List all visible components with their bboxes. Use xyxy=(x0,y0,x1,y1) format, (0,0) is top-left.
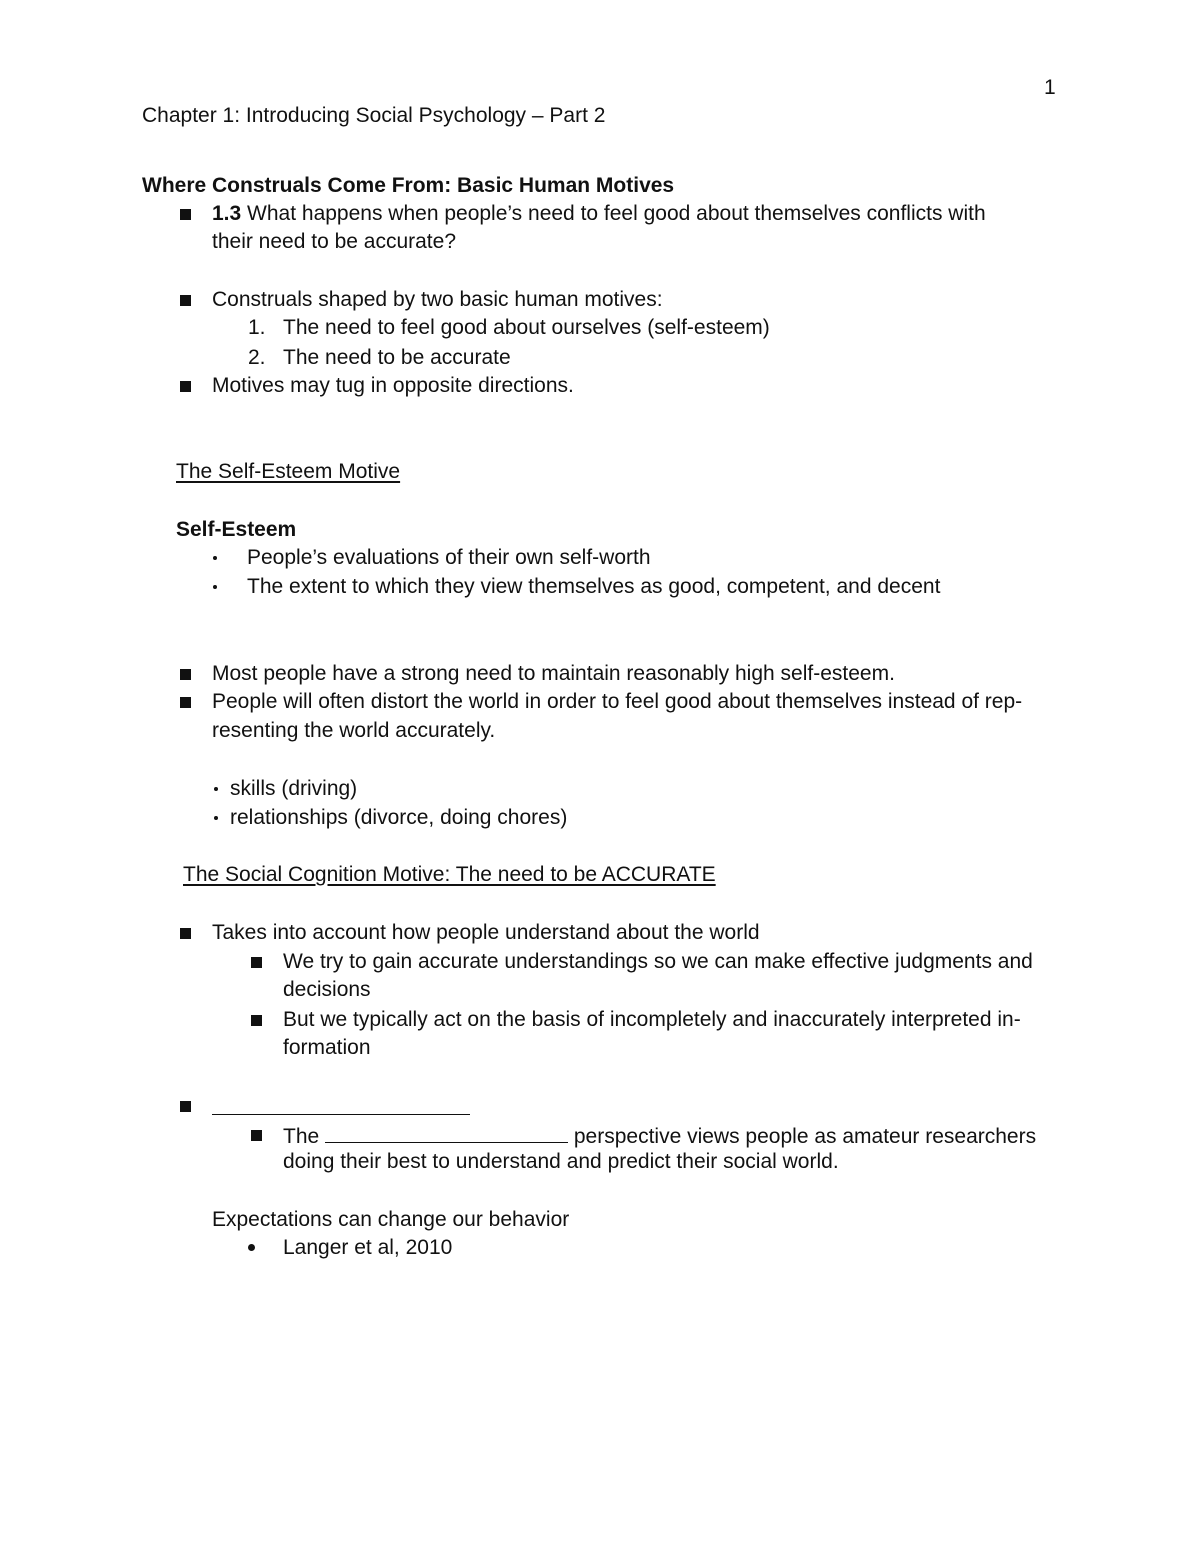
square-bullet-icon xyxy=(251,1015,262,1026)
sub-point-2-cont: formation xyxy=(283,1036,371,1059)
definition-2: The extent to which they view themselves as good, competent, and decent xyxy=(247,575,941,598)
square-bullet-icon xyxy=(251,1130,262,1141)
square-bullet-icon xyxy=(180,381,191,392)
question-number: 1.3 xyxy=(212,202,242,225)
bullet-dot-icon xyxy=(214,787,218,791)
citation: Langer et al, 2010 xyxy=(283,1236,453,1259)
definition-1: People’s evaluations of their own self-worth xyxy=(247,546,651,569)
fill-in-lead: The xyxy=(283,1125,326,1148)
square-bullet-icon xyxy=(180,928,191,939)
example-2: relationships (divorce, doing chores) xyxy=(230,806,568,829)
term-self-esteem: Self-Esteem xyxy=(176,518,297,541)
self-esteem-point-2: People will often distort the world in order to feel good about themselves instead of rep- xyxy=(212,690,1023,713)
construals-point: Construals shaped by two basic human motives: xyxy=(212,288,663,311)
fill-in-blank xyxy=(212,1090,470,1115)
fill-in-trail: perspective views people as amateur researchers xyxy=(568,1125,1037,1148)
fill-in-sentence xyxy=(283,1120,1036,1151)
section-heading-motives: Where Construals Come From: Basic Human Motives xyxy=(142,174,675,197)
square-bullet-icon xyxy=(180,697,191,708)
square-bullet-icon xyxy=(180,209,191,220)
section-heading-self-esteem: The Self-Esteem Motive xyxy=(176,460,401,483)
section-heading-social-cognition: The Social Cognition Motive: The need to be ACCURATE xyxy=(183,863,716,886)
social-cognition-point-1: Takes into account how people understand about the world xyxy=(212,921,760,944)
bullet-dot-icon xyxy=(214,816,218,820)
fill-in-blank xyxy=(325,1120,568,1143)
sub-point-2: But we typically act on the basis of incompletely and inaccurately interpreted in- xyxy=(283,1008,1021,1031)
square-bullet-icon xyxy=(251,957,262,968)
page-number: 1 xyxy=(1044,76,1056,99)
self-esteem-point-1: Most people have a strong need to maintain reasonably high self-esteem. xyxy=(212,662,895,685)
tug-point: Motives may tug in opposite directions. xyxy=(212,374,574,397)
self-esteem-point-2-cont: resenting the world accurately. xyxy=(212,719,496,742)
sub-point-1-cont: decisions xyxy=(283,978,371,1001)
document-title: Chapter 1: Introducing Social Psychology – Part 2 xyxy=(142,104,606,127)
bullet-dot-icon xyxy=(213,556,217,560)
question-line xyxy=(212,200,986,228)
question-text-cont: their need to be accurate? xyxy=(212,230,457,253)
expectations-line: Expectations can change our behavior xyxy=(212,1208,570,1231)
list-number: 1. xyxy=(248,316,266,339)
motive-item-1: The need to feel good about ourselves (self-esteem) xyxy=(283,316,770,339)
bullet-dot-icon xyxy=(248,1244,255,1251)
list-number: 2. xyxy=(248,346,266,369)
square-bullet-icon xyxy=(180,295,191,306)
fill-in-sentence-cont: doing their best to understand and predict their social world. xyxy=(283,1150,839,1173)
sub-point-1: We try to gain accurate understandings so we can make effective judgments and xyxy=(283,950,1033,973)
example-1: skills (driving) xyxy=(230,777,358,800)
question-text: What happens when people’s need to feel good about themselves conflicts with xyxy=(241,202,986,225)
bullet-dot-icon xyxy=(213,585,217,589)
square-bullet-icon xyxy=(180,669,191,680)
square-bullet-icon xyxy=(180,1101,191,1112)
motive-item-2: The need to be accurate xyxy=(283,346,511,369)
